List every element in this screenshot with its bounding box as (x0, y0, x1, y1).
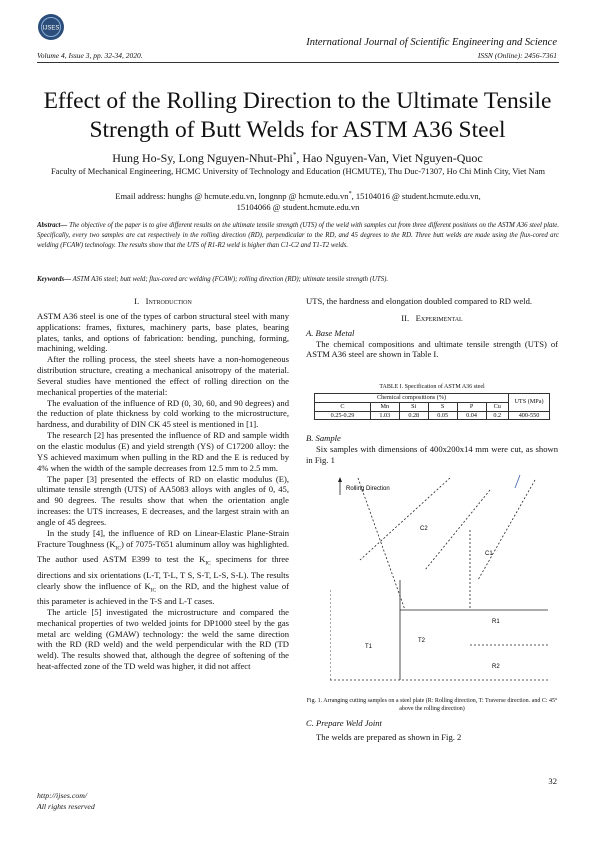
section-title: Experimental (415, 312, 463, 323)
label-c2: C2 (420, 526, 428, 532)
weld-paragraph: The welds are prepared as shown in Fig. 2 (316, 731, 462, 742)
left-column (37, 296, 289, 672)
right-column-weld (306, 718, 558, 743)
label-t1: T1 (365, 644, 373, 650)
section-heading-experimental (306, 313, 558, 324)
intro-paragraph-7: The article [5] investigated the microstructure and compared the mechanical properties of two welded joints for DP1000 steel by the gas metal arc welding (GMAW) technology: the weld the same direction with the RD (RD weld) and the weld perpendicular with the RD (TD weld). The results showed that, although the degree of softening of the heat-affected zone of the TD weld was higher, it did not affect (37, 606, 289, 672)
rolling-arrow-head (338, 477, 342, 482)
label-t2: T2 (418, 638, 426, 644)
email-addresses (37, 189, 559, 214)
footer (37, 790, 95, 812)
table-col-header: Cu (486, 402, 509, 411)
label-c1: C1 (485, 551, 493, 557)
table-cell: 0.2 (486, 411, 509, 420)
table-group-header: Chemical compositions (%) (315, 394, 509, 403)
intro-paragraph-2: After the rolling process, the steel sheets have a non-homogeneous distribution structure, creating a mechanical anisotropy of the material. Several studies have mentioned the effect of rolling direction on the mechanical properties of the material: (37, 354, 289, 397)
affiliation: Faculty of Mechanical Engineering, HCMC University of Technology and Education (HCMUTE), Thu Duc-71307, Ho Chi Minh City, Viet Nam (50, 166, 546, 176)
label-r1: R1 (492, 619, 500, 625)
keywords (37, 275, 559, 285)
email-part-b: , 15104016 @ student.hcmute.edu.vn, (351, 190, 481, 201)
table-header-row (315, 394, 550, 403)
base-metal-paragraph: The chemical compositions and ultimate tensile strength (UTS) of ASTM A36 steel are shown in Table I. (306, 338, 558, 360)
section-heading-intro (37, 296, 289, 307)
section-title: Introduction (145, 296, 192, 306)
intro-paragraph-4: The research [2] has presented the influence of RD and sample width on the elastic modulus (E) and yield strength (YS) of C17200 alloy: the YS achieved maximum when pulling in the RD and the E is reduced by 4% when the width of the sample decreases from 12.5 mm to 2.5 mm. (37, 430, 289, 473)
section-number: II. (401, 312, 410, 323)
header-rule (37, 62, 559, 63)
continued-paragraph: UTS, the hardness and elongation doubled compared to RD weld. (306, 296, 533, 306)
table-cell: 400-550 (509, 411, 550, 420)
abstract-text: The objective of the paper is to give different results on the ultimate tensile strength (UTS) of the weld with samples cut from three different positions on the ASTM A36 steel plate. Specifically, every two samples are cut respectively in the rolling direction (RD), perpendicular to the RD, and 45 degrees to the RD. Three butt welds are made using the flux-cored arc welding (FCAW) technology. The results show that the UTS of R1-R2 weld is higher than C1-C2 and T1-T2 welds. (37, 222, 559, 249)
issn: ISSN (Online): 2456-7361 (477, 51, 557, 60)
table-cell: 0.28 (399, 411, 428, 420)
section-number: I. (134, 296, 140, 306)
figure-1-cutting-layout (330, 470, 550, 692)
cut-line (425, 490, 490, 570)
email-mark: * (348, 191, 352, 197)
keywords-text: ASTM A36 steel; butt weld; flux-cored arc welding (FCAW); rolling direction (RD); ultimate tensile strength (UTS). (71, 276, 389, 283)
email-line-2: 15104066 @ student.hcmute.edu.vn (236, 202, 360, 213)
kic-sub: IC (150, 587, 157, 594)
authors-first: Hung Ho-Sy, Long Nguyen-Nhut-Phi (112, 151, 293, 165)
intro-paragraph-3: The evaluation of the influence of RD (0, 30, 60, and 90 degrees) and the reduction of plate thickness by cold working to the microstructure, hardness, and durability of DIN CK 45 steel is mentioned in [1]. (37, 397, 289, 430)
footer-rights: All rights reserved (37, 802, 95, 811)
sample-paragraph: Six samples with dimensions of 400x200x14 mm were cut, as shown in Fig. 1 (306, 443, 558, 465)
intro-paragraph-1: ASTM A36 steel is one of the types of carbon structural steel with many applications: frames, fixtures, machinery parts, base plates, bearing plates, tanks, and options of fabrication: bending, punching, forming, machining, welding. (37, 310, 289, 354)
table-cell: 1.03 (370, 411, 399, 420)
right-column-sample (306, 433, 558, 466)
kic-sub: IC (205, 560, 211, 567)
cut-line (478, 480, 535, 580)
corresponding-mark: * (292, 151, 297, 159)
table-caption: TABLE I. Specification of ASTM A36 steel (379, 384, 485, 390)
authors-rest: , Hao Nguyen-Van, Viet Nguyen-Quoc (296, 151, 483, 165)
abstract-label: Abstract— (37, 222, 68, 229)
email-part-a: Email address: hunghs @ hcmute.edu.vn, longnnp @ hcmute.edu.vn (115, 190, 349, 201)
table-cell: 0.25-0.29 (315, 411, 371, 420)
p6-part-d: on the RD, and the highest value of this parameter is achieved in the T-S and L-T cases. (37, 580, 289, 607)
journal-name: International Journal of Scientific Engineering and Science (306, 37, 557, 48)
p6-part-b: ) of 7075-T651 aluminum alloy was highlighted. The author used ASTM E399 to test the K (37, 538, 289, 565)
label-r2: R2 (492, 664, 500, 670)
abstract (37, 221, 559, 251)
kic-sub: IC (115, 545, 122, 552)
page-number: 32 (548, 776, 557, 786)
table-col-header: Mn (370, 402, 399, 411)
volume-info: Volume 4, Issue 3, pp. 32-34, 2020. (37, 51, 143, 60)
p6-part-a: In the study [4], the influence of RD on Linear-Elastic Plane-Strain Fracture Toughness (K (37, 527, 289, 549)
table-uts-header: UTS (MPa) (509, 394, 550, 412)
subsection-sample: B. Sample (306, 433, 341, 443)
label-rolling: Rolling Direction (346, 486, 390, 492)
paper-title: Effect of the Rolling Direction to the Ultimate Tensile Strength of Butt Welds for ASTM A36 Steel (43, 88, 552, 143)
blue-mark (515, 475, 520, 488)
table-cell: 0.05 (428, 411, 457, 420)
table-row (315, 411, 550, 420)
figure-1-caption: Fig. 1. Arranging cutting samples on a steel plate (R: Rolling direction, T: Traverse direction. and C: 45° above the rolling direction) (306, 698, 558, 712)
footer-url[interactable]: http://ijses.com/ (37, 791, 88, 800)
keywords-label: Keywords— (37, 276, 71, 283)
table-cell: 0.04 (457, 411, 486, 420)
subsection-weld-joint: C. Prepare Weld Joint (306, 718, 382, 728)
table-col-header: C (315, 402, 371, 411)
table-col-header: S (428, 402, 457, 411)
table-col-header: P (457, 402, 486, 411)
subsection-base-metal: A. Base Metal (306, 327, 355, 338)
spec-table (314, 393, 550, 420)
journal-logo (36, 12, 66, 42)
intro-paragraph-6 (37, 528, 289, 607)
authors (20, 151, 575, 166)
logo-text: IJSES (42, 25, 60, 32)
cut-line (358, 478, 405, 610)
right-column-top (306, 296, 558, 360)
intro-paragraph-5: The paper [3] presented the effects of RD on elastic modulus (E), ultimate tensile strength (UTS) of AA5083 alloys with angles of 0, 45, and 90 degrees. The results show that when the orientation angle increases: the UTS increases, E decreases, and the largest strain with an angle of 45 degrees. (37, 473, 289, 527)
p6-part-c: specimens for three directions and six orientations (L-T, T-L, T S, S-T, L-S, S-L). The results clearly show the influence of K (37, 554, 289, 591)
table-col-header: Si (399, 402, 428, 411)
